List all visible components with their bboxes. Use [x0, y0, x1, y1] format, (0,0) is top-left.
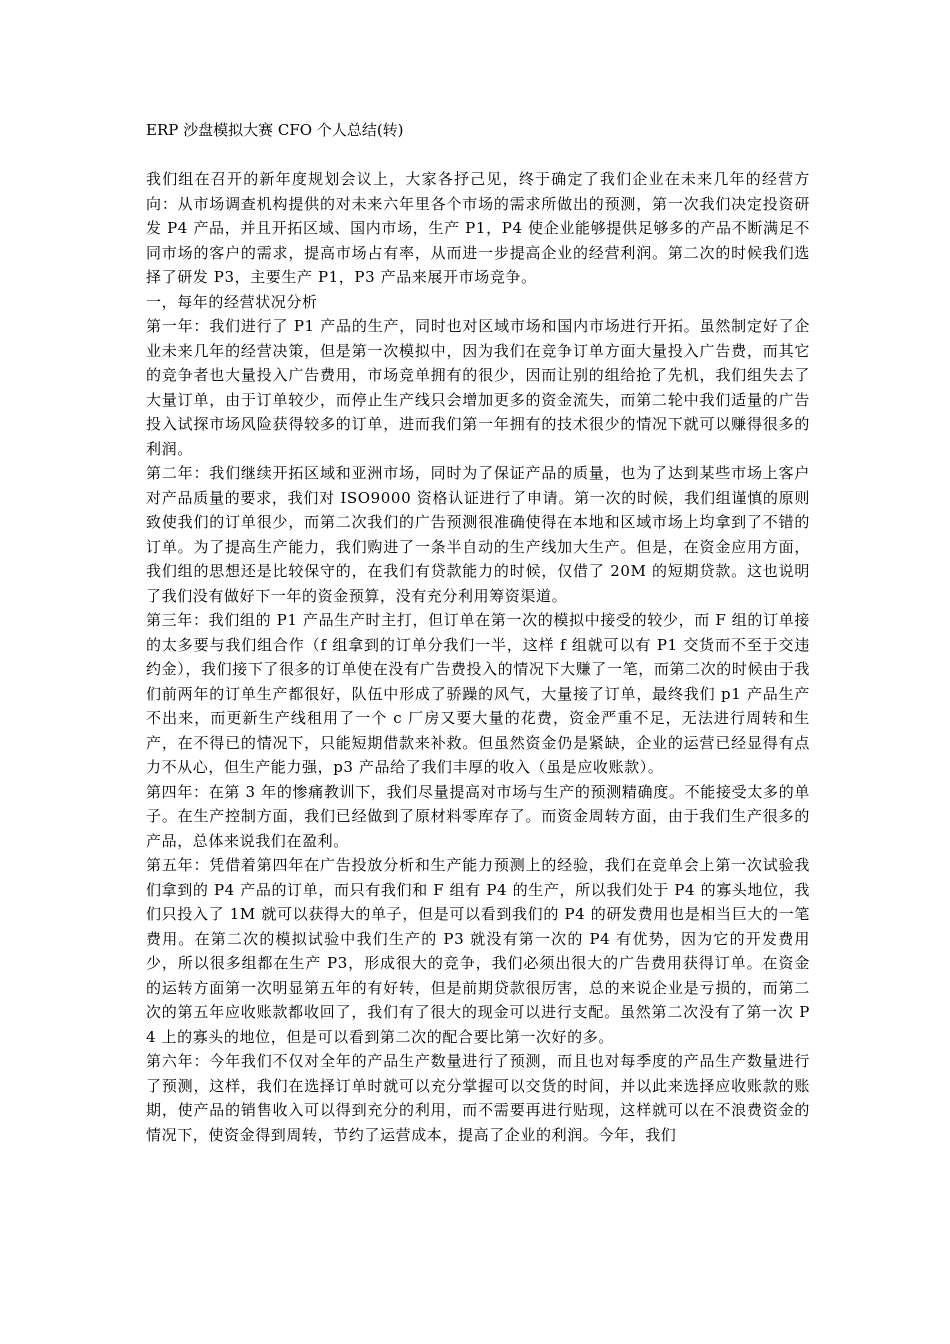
year-5-paragraph: 第五年：凭借着第四年在广告投放分析和生产能力预测上的经验，我们在竞单会上第一次试验我们拿到的 P4 产品的订单，而只有我们和 F 组有 P4 的生产，所以我们处于 P4 的寡头地位，我们只投入了 1M 就可以获得大的单子，但是可以看到我们的 P4 的研发费用也是相当巨大的一笔费用。在第二次的模拟试验中我们生产的 P3 就没有第一次的 P4 有优势，因为它的开发费用少，所以很多组都在生产 P3，形成很大的竞争，我们必须出很大的广告费用获得订单。在资金的运转方面第一次明显第五年的有好转，但是前期贷款很厉害，总的来说企业是亏损的，而第二次的第五年应收账款都收回了，我们有了很大的现金可以进行支配。虽然第二次没有了第一次 P4 上的寡头的地位，但是可以看到第二次的配合要比第一次好的多。 [146, 856, 810, 1046]
document-title: ERP 沙盘模拟大赛 CFO 个人总结(转) [146, 121, 404, 139]
intro-paragraph: 我们组在召开的新年度规划会议上，大家各抒己见，终于确定了我们企业在未来几年的经营方向：从市场调查机构提供的对未来六年里各个市场的需求所做出的预测，第一次我们决定投资研发 P4 产品，并且开拓区域、国内市场，生产 P1，P4 使企业能够提供足够多的产品不断满足不同市场的客户的需求，提高市场占有率，从而进一步提高企业的经营利润。第二次的时候我们选择了研发 P3，主要生产 P1，P3 产品来展开市场竞争。 [146, 170, 810, 286]
year-3-paragraph: 第三年：我们组的 P1 产品生产时主打，但订单在第一次的模拟中接受的较少，而 F 组的订单接的太多要与我们组合作（f 组拿到的订单分我们一半，这样 f 组就可以有 P1 交货而不至于交违约金），我们接下了很多的订单使在没有广告费投入的情况下大赚了一笔，而第二次的时候由于我们前两年的订单生产都很好，队伍中形成了骄躁的风气，大量接了订单，最终我们 p1 产品生产不出来，而更新生产线租用了一个 c 厂房又要大量的花费，资金严重不足，无法进行周转和生产，在不得已的情况下，只能短期借款来补救。但虽然资金仍是紧缺，企业的运营已经显得有点力不从心，但生产能力强，p3 产品给了我们丰厚的收入（虽是应收账款）。 [146, 611, 810, 776]
year-2-paragraph: 第二年：我们继续开拓区域和亚洲市场，同时为了保证产品的质量，也为了达到某些市场上客户对产品质量的要求，我们对 ISO9000 资格认证进行了申请。第一次的时候，我们组谨慎的原则致使我们的订单很少，而第二次我们的广告预测很准确使得在本地和区域市场上均拿到了不错的订单。为了提高生产能力，我们购进了一条半自动的生产线加大生产。但是，在资金应用方面，我们组的思想还是比较保守的，在我们有贷款能力的时候，仅借了 20M 的短期贷款。这也说明了我们没有做好下一年的资金预算，没有充分利用筹资渠道。 [146, 464, 810, 605]
section-heading: 一，每年的经营状况分析 [146, 292, 318, 311]
document-body [146, 119, 810, 1147]
year-6-paragraph: 第六年：今年我们不仅对全年的产品生产数量进行了预测，而且也对每季度的产品生产数量进行了预测，这样，我们在选择订单时就可以充分掌握可以交货的时间，并以此来选择应收账款的账期，使产品的销售收入可以得到充分的利用，而不需要再进行贴现，这样就可以在不浪费资金的情况下，使资金得到周转，节约了运营成本，提高了企业的利润。今年，我们 [146, 1052, 810, 1144]
year-4-paragraph: 第四年：在第 3 年的惨痛教训下，我们尽量提高对市场与生产的预测精确度。不能接受太多的单子。在生产控制方面，我们已经做到了原材料零库存了。而资金周转方面，由于我们生产很多的产品，总体来说我们在盈利。 [146, 782, 810, 850]
year-1-paragraph: 第一年：我们进行了 P1 产品的生产，同时也对区域市场和国内市场进行开拓。虽然制定好了企业未来几年的经营决策，但是第一次模拟中，因为我们在竞争订单方面大量投入广告费，而其它的竞争者也大量投入广告费用，市场竞单拥有的很少，因而让别的组给抢了先机，我们组失去了大量订单，由于订单较少，而停止生产线只会增加更多的资金流失，而第二轮中我们适量的广告投入试探市场风险获得较多的订单，进而我们第一年拥有的技术很少的情况下就可以赚得很多的利润。 [146, 317, 810, 458]
title-spacer [146, 141, 810, 167]
